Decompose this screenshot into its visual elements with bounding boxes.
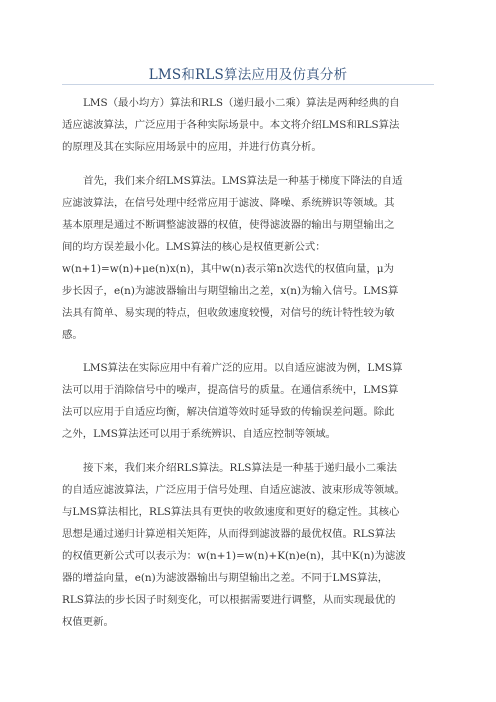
paragraph-4-line-8: 权值更新。 xyxy=(62,616,114,628)
document-title: LMS和RLS算法应用及仿真分析 xyxy=(148,67,348,83)
paragraph-2-line-4: 间的均方误差最小化。LMS算法的核心是权值更新公式： xyxy=(62,241,326,253)
paragraph-4-line-1: 接下来，我们来介绍RLS算法。RLS算法是一种基于递归最小二乘法 xyxy=(83,462,397,474)
paragraph-4-line-2: 的自适应滤波算法，广泛应用于信号处理、自适应滤波、波束形成等领域。 xyxy=(62,484,405,496)
paragraph-1-line-3: 的原理及其在实际应用场景中的应用，并进行仿真分析。 xyxy=(62,141,322,153)
paragraph-4-line-3: 与LMS算法相比，RLS算法具有更快的收敛速度和更好的稳定性。其核心 xyxy=(62,506,400,518)
paragraph-2-line-7: 法具有简单、易实现的特点，但收敛速度较慢，对信号的统计特性较为敏 xyxy=(62,307,395,319)
paragraph-4-line-6: 器的增益向量，e(n)为滤波器输出与期望输出之差。不同于LMS算法， xyxy=(62,572,389,584)
paragraph-2-line-3: 基本原理是通过不断调整滤波器的权值，使得滤波器的输出与期望输出之 xyxy=(62,219,395,231)
paragraph-2-line-2: 应滤波算法，在信号处理中经常应用于滤波、降噪、系统辨识等领域。其 xyxy=(62,197,395,209)
paragraph-4-line-7: RLS算法的步长因子时刻变化，可以根据需要进行调整，从而实现最优的 xyxy=(62,594,396,606)
paragraph-2-line-6: 步长因子，e(n)为滤波器输出与期望输出之差，x(n)为输入信号。LMS算 xyxy=(62,285,399,297)
paragraph-1-line-1: LMS（最小均方）算法和RLS（递归最小二乘）算法是两种经典的自 xyxy=(83,97,400,109)
paragraph-3-line-1: LMS算法在实际应用中有着广泛的应用。以自适应滤波为例，LMS算 xyxy=(83,362,403,374)
paragraph-2-line-8: 感。 xyxy=(62,329,83,341)
paragraph-2-line-5: w(n+1)=w(n)+μe(n)x(n)，其中w(n)表示第n次迭代的权值向量，μ为 xyxy=(62,263,394,275)
paragraph-4-line-5: 的权值更新公式可以表示为：w(n+1)=w(n)+K(n)e(n)，其中K(n)为滤波 xyxy=(62,550,406,562)
paragraph-4-line-4: 思想是通过递归计算逆相关矩阵，从而得到滤波器的最优权值。RLS算法 xyxy=(62,528,396,540)
title-divider xyxy=(62,84,434,85)
paragraph-3-line-3: 法可以应用于自适应均衡，解决信道等效时延导致的传输误差问题。除此 xyxy=(62,406,395,418)
paragraph-1-line-2: 适应滤波算法，广泛应用于各种实际场景中。本文将介绍LMS和RLS算法 xyxy=(62,119,400,131)
paragraph-3-line-2: 法可以用于消除信号中的噪声，提高信号的质量。在通信系统中，LMS算 xyxy=(62,384,399,396)
paragraph-3-line-4: 之外，LMS算法还可以用于系统辨识、自适应控制等领域。 xyxy=(62,428,337,440)
paragraph-2-line-1: 首先，我们来介绍LMS算法。LMS算法是一种基于梯度下降法的自适 xyxy=(83,175,403,187)
